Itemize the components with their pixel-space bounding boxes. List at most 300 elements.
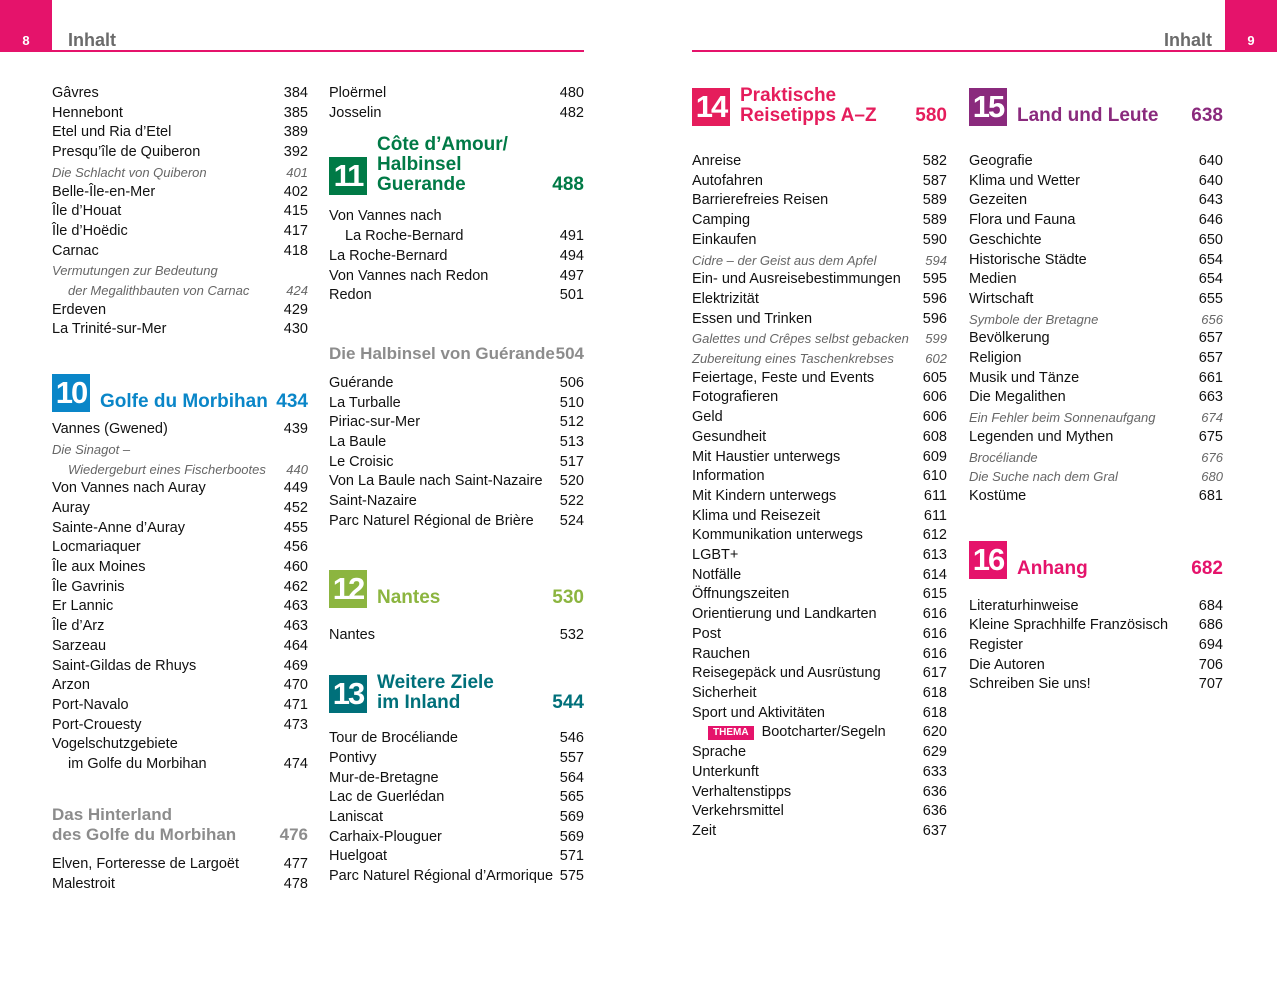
entry-title: Sarzeau [52,637,107,654]
toc-entry [329,472,584,492]
entry-title: Post [692,625,722,642]
section-heading-hinterland [52,805,308,845]
entry-title: Lac de Guerlédan [329,789,445,806]
entry-title: Kostüme [969,487,1027,504]
toc-entry [52,440,308,460]
entry-page: 463 [283,598,308,615]
entry-page: 596 [922,310,947,327]
entry-title: Öffnungszeiten [692,586,790,603]
entry-title: Presqu’île de Quiberon [52,144,201,161]
toc-entry [692,310,947,330]
entry-title: Parc Naturel Régional d’Armorique [329,868,554,885]
entry-title: Camping [692,212,751,229]
toc-entry [969,191,1223,211]
toc-entry [52,875,308,895]
toc-entry [692,270,947,290]
entry-page: 587 [922,172,947,189]
chapter-number-box: 15 [969,88,1007,126]
entry-page: 707 [1198,676,1223,693]
entry-page: 582 [922,153,947,169]
entry-page: 663 [1198,389,1223,406]
section-title-line: des Golfe du Morbihan [52,824,237,844]
toc-entry [969,211,1223,231]
entry-page: 608 [922,428,947,445]
toc-entry [969,597,1223,617]
toc-entry [969,172,1223,192]
entry-page: 684 [1198,597,1223,614]
entry-page: 616 [922,606,947,623]
entry-page: 650 [1198,231,1223,248]
toc-entry [692,369,947,389]
entry-title: Vogelschutzgebiete [52,736,178,753]
entry-title: Redon [329,287,372,304]
entry-title: Die Megalithen [969,389,1066,406]
toc-entry [329,104,584,124]
toc-entry [969,152,1223,172]
toc-entry [329,84,584,104]
entry-title: Mit Haustier unterwegs [692,448,841,465]
toc-entry [52,519,308,539]
entry-title: Symbole der Bretagne [969,311,1099,327]
entry-list [329,729,584,887]
toc-entry [329,286,584,306]
entry-title: Île d’Hoëdic [52,222,128,239]
toc-entry [52,84,308,104]
toc-entry [969,675,1223,695]
entry-title: Tour de Brocéliande [329,730,458,747]
entry-title: Auray [52,499,90,516]
toc-entry [969,656,1223,676]
toc-entry [692,448,947,468]
toc-entry [52,301,308,321]
toc-entry [692,566,947,586]
left-header-rule [52,50,584,52]
section-title-line: Das Hinterland [52,804,172,824]
entry-title: Geschichte [969,231,1042,248]
entry-page: 661 [1198,369,1223,386]
entry-title: Von La Baule nach Saint-Nazaire [329,473,543,490]
toc-entry [692,645,947,665]
entry-title: Ploërmel [329,85,387,101]
toc-entry [692,329,947,349]
entry-page: 657 [1198,330,1223,347]
toc-entry [692,231,947,251]
entry-page: 474 [283,756,308,773]
entry-page: 590 [922,231,947,248]
entry-page: 565 [559,789,584,806]
toc-entry [52,676,308,696]
entry-page: 610 [922,468,947,485]
entry-title: Von Vannes nach [329,208,442,225]
entry-page: 512 [559,414,584,431]
entry-page: 513 [559,434,584,451]
toc-entry [692,763,947,783]
chapter-heading-16 [969,537,1223,579]
entry-title: La Turballe [329,394,401,411]
entry-page: 471 [283,696,308,713]
toc-entry [52,202,308,222]
toc-entry [52,123,308,143]
entry-title: Parc Naturel Régional de Brière [329,512,534,529]
toc-entry [52,617,308,637]
entry-title: Pontivy [329,749,377,766]
toc-entry [52,143,308,163]
entry-page: 606 [922,389,947,406]
entry-title: Île d’Arz [52,618,105,635]
toc-entry [52,558,308,578]
entry-title: Erdeven [52,301,107,318]
entry-page: 589 [922,212,947,229]
toc-entry [692,684,947,704]
toc-entry [52,479,308,499]
entry-list [329,626,584,646]
entry-page: 532 [559,626,584,643]
entry-page: 456 [283,539,308,556]
toc-entry [692,625,947,645]
entry-page: 654 [1198,251,1223,268]
toc-entry [329,374,584,394]
entry-page: 510 [559,394,584,411]
toc-entry [52,696,308,716]
entry-title: Kleine Sprachhilfe Französisch [969,617,1169,634]
toc-entry [969,636,1223,656]
toc-entry [329,492,584,512]
entry-page: 611 [923,487,947,504]
entry-title: Etel und Ria d’Etel [52,124,172,141]
entry-list [329,84,584,123]
entry-list [52,84,308,340]
entry-title: Feiertage, Feste und Events [692,369,875,386]
toc-entry [329,394,584,414]
toc-entry [329,626,584,646]
entry-title: Galettes und Crêpes selbst gebacken [692,331,909,347]
chapter-heading-10 [52,370,308,412]
entry-title: Île aux Moines [52,559,146,576]
entry-title: Saint-Nazaire [329,493,417,510]
entry-title: Klima und Wetter [969,172,1080,189]
entry-page: 640 [1198,172,1223,189]
entry-page: 440 [286,461,308,477]
entry-title: Belle-Île-en-Mer [52,183,156,200]
toc-entry [52,163,308,183]
entry-page: 439 [283,421,308,438]
entry-title: Bevölkerung [969,330,1050,347]
toc-column-3 [692,84,947,842]
entry-title: Nantes [329,626,375,643]
entry-title: Reisegepäck und Ausrüstung [692,665,881,682]
entry-page: 462 [283,578,308,595]
toc-entry [969,467,1223,487]
thema-entry [692,723,947,743]
entry-page: 417 [283,222,308,239]
entry-title: La Roche-Bernard [345,228,464,245]
toc-entry [52,183,308,203]
entry-page: 612 [922,527,947,544]
chapter-heading-11 [329,134,584,196]
entry-title: Wiedergeburt eines Fischerbootes [68,461,266,477]
entry-page: 546 [559,730,584,747]
entry-page: 385 [283,104,308,121]
chapter-heading-13 [329,671,584,713]
chapter-number-box: 10 [52,374,90,412]
entry-list [52,855,308,894]
entry-title: Die Suche nach dem Gral [969,469,1118,485]
chapter-title-line: Weitere Ziele [377,672,494,694]
entry-title: Flora und Fauna [969,212,1076,229]
entry-page: 569 [559,828,584,845]
entry-list [329,207,584,306]
entry-page: 464 [283,637,308,654]
entry-title: Zubereitung eines Taschenkrebses [692,351,894,367]
entry-title: Zeit [692,822,717,839]
toc-entry [692,704,947,724]
entry-page: 557 [559,749,584,766]
right-header-rule [692,50,1225,52]
entry-page: 676 [1201,449,1223,465]
entry-page: 463 [283,618,308,635]
entry-page: 613 [922,547,947,564]
entry-title: Barrierefreies Reisen [692,192,829,209]
entry-title: Huelgoat [329,848,388,865]
entry-title: Verhaltenstipps [692,783,792,800]
entry-title: Ein- und Ausreisebestimmungen [692,271,901,288]
toc-entry [52,242,308,262]
toc-entry [329,769,584,789]
entry-title: Information [692,468,765,485]
entry-page: 602 [925,351,947,367]
toc-entry [692,546,947,566]
entry-list [969,152,1223,507]
entry-page: 384 [283,85,308,101]
entry-page: 643 [1198,192,1223,209]
entry-page: 636 [922,803,947,820]
entry-list [969,597,1223,696]
entry-page: 646 [1198,212,1223,229]
entry-title: Literaturhinweise [969,597,1079,614]
chapter-title-line: Reisetipps A–Z [740,105,877,126]
toc-entry [52,735,308,755]
entry-page: 629 [922,744,947,761]
chapter-heading-12 [329,566,584,608]
entry-page: 477 [283,855,308,872]
right-page-number [1225,0,1277,52]
toc-entry [329,512,584,532]
toc-entry [692,487,947,507]
entry-page: 392 [283,144,308,161]
entry-page: 595 [922,271,947,288]
entry-title: Von Vannes nach Auray [52,480,206,497]
right-running-header: Inhalt [1164,30,1212,50]
toc-entry [52,538,308,558]
entry-page: 418 [283,242,308,259]
toc-entry [52,222,308,242]
entry-title: Medien [969,271,1017,288]
entry-page: 389 [283,124,308,141]
toc-entry [329,847,584,867]
chapter-page: 580 [915,105,947,126]
entry-title: Hennebont [52,104,123,121]
toc-entry [692,585,947,605]
entry-page: 494 [559,247,584,264]
thema-entry-title [692,723,886,743]
toc-entry [329,729,584,749]
entry-title: Musik und Tänze [969,369,1080,386]
entry-title: La Trinité-sur-Mer [52,321,167,338]
entry-page: 429 [283,301,308,318]
entry-page: 482 [559,104,584,121]
toc-column-4 [969,84,1223,695]
entry-title: Saint-Gildas de Rhuys [52,657,197,674]
toc-entry [692,408,947,428]
chapter-number-box: 13 [329,675,367,713]
section-heading-guerande [329,344,584,364]
toc-entry [329,867,584,887]
entry-title: Laniscat [329,809,384,826]
entry-page: 480 [559,85,584,101]
chapter-title: Anhang [1017,557,1088,579]
toc-entry [52,499,308,519]
chapter-number-box: 16 [969,541,1007,579]
entry-title: Geografie [969,153,1033,169]
entry-title: Brocéliande [969,449,1038,465]
toc-entry [969,487,1223,507]
entry-page: 469 [283,657,308,674]
entry-title: Mur-de-Bretagne [329,769,439,786]
entry-page: 589 [922,192,947,209]
entry-page: 402 [283,183,308,200]
entry-page: 640 [1198,153,1223,169]
entry-title: Schreiben Sie uns! [969,676,1091,693]
entry-page: 491 [559,228,584,245]
entry-page: 617 [922,665,947,682]
chapter-title-line: Côte d’Amour/ [377,134,508,156]
toc-entry [329,788,584,808]
entry-page: 569 [559,809,584,826]
entry-page: 449 [283,480,308,497]
entry-page: 460 [283,559,308,576]
chapter-page: 682 [1191,557,1223,579]
toc-entry [52,755,308,775]
toc-entry [329,828,584,848]
entry-title: Île Gavrinis [52,578,125,595]
entry-title: Gâvres [52,85,99,101]
entry-title: Historische Städte [969,251,1087,268]
entry-title: Kommunikation unterwegs [692,527,863,544]
chapter-title-line: im Inland [377,692,461,714]
toc-entry [52,104,308,124]
entry-title: La Baule [329,434,387,451]
toc-entry [692,172,947,192]
chapter-page: 530 [552,586,584,608]
toc-entry [969,349,1223,369]
entry-page: 686 [1198,617,1223,634]
toc-entry [969,310,1223,330]
entry-title: Notfälle [692,566,742,583]
entry-page: 478 [283,875,308,892]
entry-title: im Golfe du Morbihan [68,756,207,773]
entry-title: Anreise [692,153,742,169]
entry-title: Locmariaquer [52,539,141,556]
entry-page: 636 [922,783,947,800]
toc-entry [329,267,584,287]
toc-entry [692,211,947,231]
chapter-page: 638 [1191,105,1223,126]
entry-page: 452 [283,499,308,516]
toc-entry [969,408,1223,428]
entry-title: Elektrizität [692,290,759,307]
toc-entry [329,247,584,267]
toc-column-2 [329,84,584,887]
entry-page: 620 [922,724,947,741]
entry-title: Klima und Reisezeit [692,507,821,524]
entry-page: 517 [559,453,584,470]
entry-title: Port-Navalo [52,696,129,713]
entry-title: Cidre – der Geist aus dem Apfel [692,252,877,268]
entry-title: Mit Kindern unterwegs [692,487,837,504]
toc-entry [969,329,1223,349]
entry-title: Sainte-Anne d’Auray [52,519,185,536]
entry-title: Wirtschaft [969,290,1034,307]
toc-entry [692,349,947,369]
toc-entry [692,743,947,763]
entry-title: Rauchen [692,645,751,662]
entry-page: 616 [922,625,947,642]
toc-entry [692,388,947,408]
toc-entry [692,822,947,842]
chapter-title-line: Praktische [740,85,837,106]
entry-page: 599 [925,331,947,347]
entry-page: 674 [1201,410,1223,426]
entry-page: 611 [923,507,947,524]
chapter-heading-14 [692,84,947,126]
toc-entry [52,716,308,736]
entry-title: Die Autoren [969,656,1045,673]
left-running-header: Inhalt [68,30,116,50]
entry-page: 637 [922,822,947,839]
toc-entry [969,231,1223,251]
entry-page: 657 [1198,350,1223,367]
entry-list [329,374,584,532]
entry-page: 606 [922,409,947,426]
entry-page: 618 [922,704,947,721]
chapter-title: Golfe du Morbihan [100,391,268,413]
entry-title: Carnac [52,242,99,259]
entry-page: 609 [922,448,947,465]
entry-page: 564 [559,769,584,786]
entry-title: Unterkunft [692,763,759,780]
entry-title: Essen und Trinken [692,310,813,327]
entry-page: 694 [1198,637,1223,654]
chapter-title [367,673,552,713]
toc-entry [692,251,947,271]
entry-page: 605 [922,369,947,386]
entry-title: Die Schlacht von Quiberon [52,164,207,180]
entry-title: Einkaufen [692,231,757,248]
section-page: 504 [555,343,584,363]
toc-entry [692,802,947,822]
entry-page: 401 [286,164,308,180]
entry-title: Malestroit [52,875,115,892]
toc-entry [52,460,308,480]
chapter-title [730,86,915,126]
entry-title: Er Lannic [52,598,114,615]
entry-title: Gesundheit [692,428,767,445]
entry-page: 615 [922,586,947,603]
entry-title: Sicherheit [692,684,757,701]
toc-entry [329,433,584,453]
entry-page: 473 [283,716,308,733]
chapter-page: 434 [276,391,308,413]
